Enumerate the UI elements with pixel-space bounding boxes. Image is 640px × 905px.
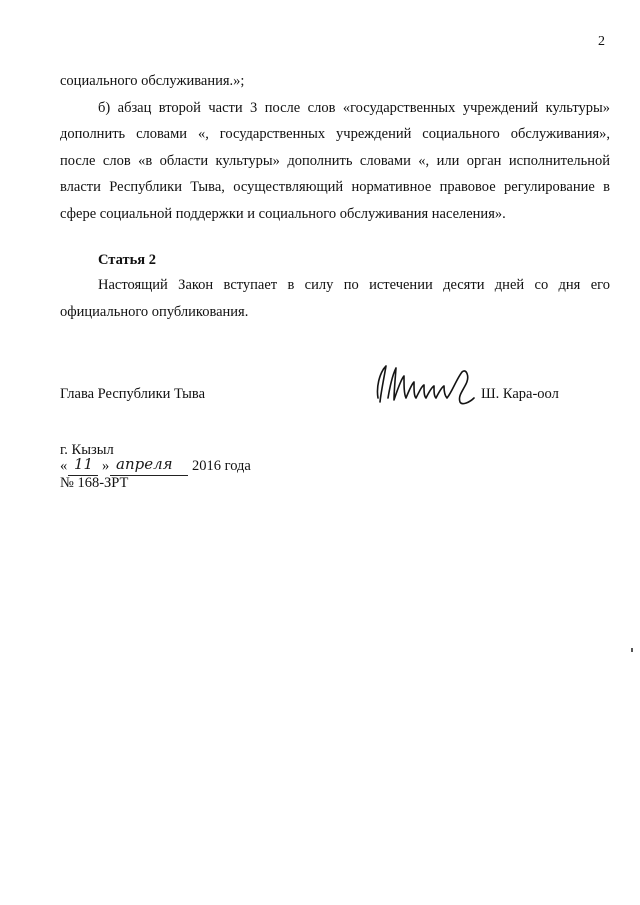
text-line: сфере социальной поддержки и социального обслуживания населения». [60,205,506,222]
article-heading: Статья 2 [98,252,156,268]
margin-mark [631,648,633,652]
page-number: 2 [598,34,605,49]
year: 2016 года [192,458,251,474]
law-number: № 168-ЗРТ [60,475,129,491]
close-quote: » [102,458,110,474]
text-line: официального опубликования. [60,303,249,320]
signatory-title: Глава Республики Тыва [60,386,206,402]
handwritten-day: 11 [74,455,94,473]
article-2-text [60,272,610,325]
handwritten-signature [366,358,476,410]
text-line: б) абзац второй части 3 после слов «государственных учреждений культуры» [98,99,610,116]
city: г. Кызыл [60,442,114,458]
paragraph-b [60,68,610,227]
signatory-name: Ш. Кара-оол [481,386,559,402]
text-line: власти Республики Тыва, осуществляющий нормативное правовое регулирование в [60,179,610,195]
text-line: дополнить словами «, государственных учреждений социального обслуживания», [60,126,610,142]
text-line: после слов «в области культуры» дополнить словами «, или орган исполнительной [60,152,610,169]
text-line: социального обслуживания.»; [60,73,245,89]
handwritten-month: апреля [116,455,173,473]
text-line: Настоящий Закон вступает в силу по истечении десяти дней со дня его [98,277,610,293]
open-quote: « [60,458,68,474]
